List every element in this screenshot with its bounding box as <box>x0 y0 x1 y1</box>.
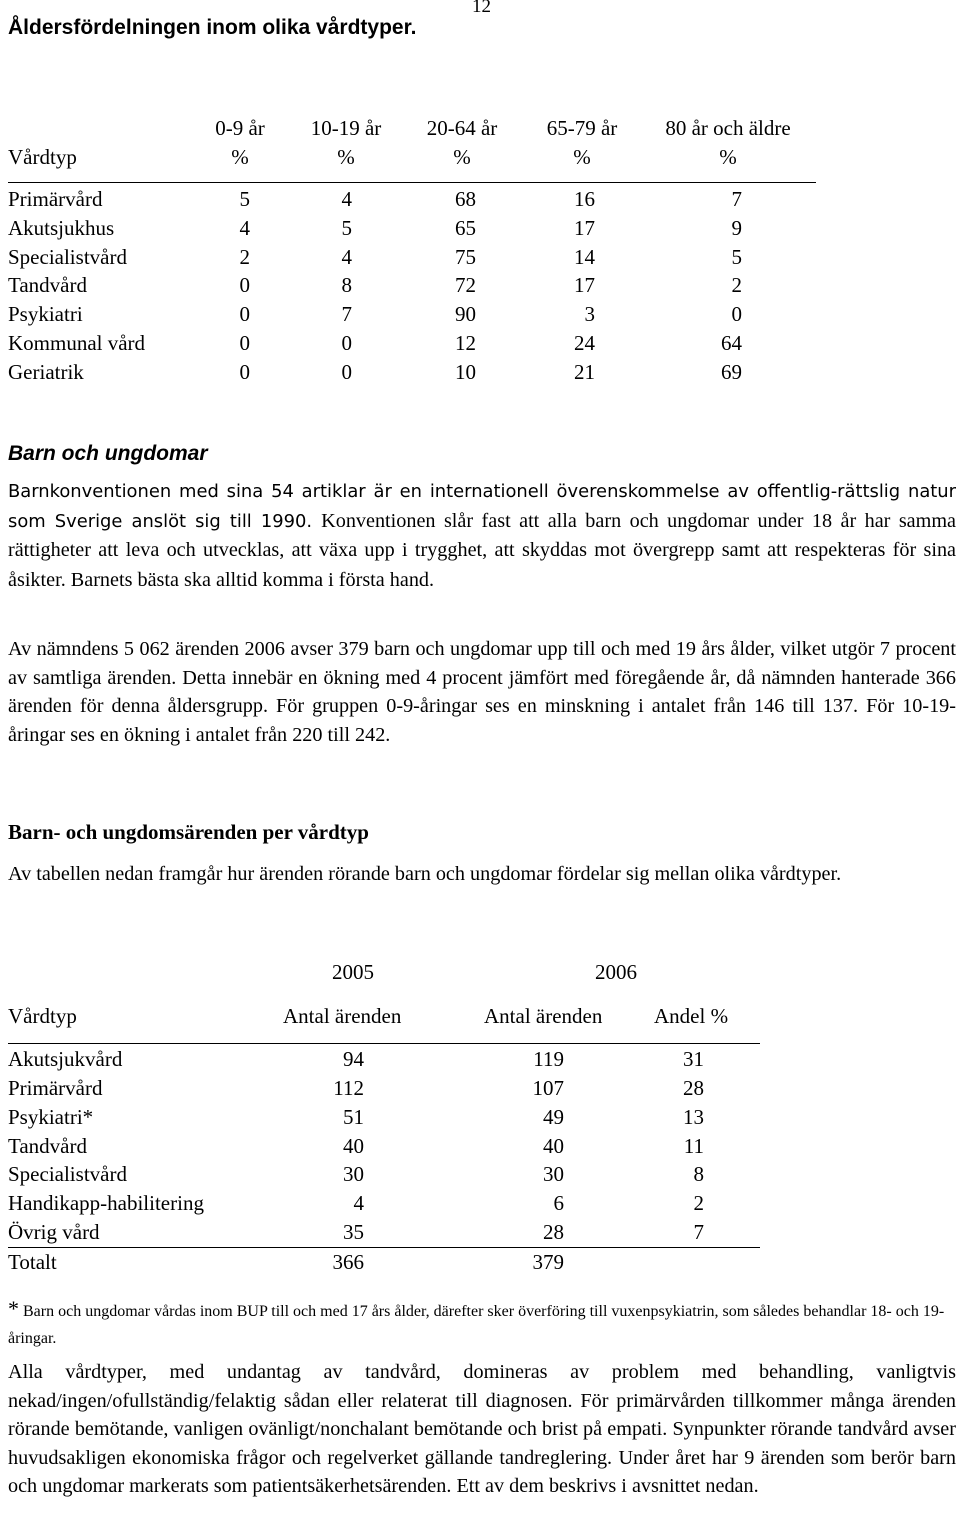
table-cell: 0 <box>239 360 250 384</box>
table-cell: 75 <box>455 245 476 269</box>
table-cell: 9 <box>731 216 742 240</box>
table-cell-count-2006: 30 <box>543 1162 564 1186</box>
table-cell-share: 31 <box>683 1047 704 1071</box>
table-cell-count-2005: 4 <box>353 1191 364 1215</box>
section-title-children: Barn och ungdomar <box>8 442 208 465</box>
table-cell: 90 <box>455 302 476 326</box>
table-row-name: Kommunal vård <box>8 331 146 355</box>
footnote: * Barn och ungdomar vårdas inom BUP till och med 17 års ålder, därefter sker överföring till vuxenpsykiatrin, som således behandlar 18- och 19-åringar. <box>8 1296 945 1347</box>
table-row-name: Geriatrik <box>8 360 84 384</box>
table-cell: 4 <box>341 187 352 211</box>
table-cell: 14 <box>574 245 595 269</box>
table-cell: 10 <box>455 360 476 384</box>
table-cell-count-2005: 94 <box>343 1047 364 1071</box>
column-header-count-2005: Antal ärenden <box>283 1004 402 1028</box>
table-row-name: Akutsjukvård <box>8 1047 123 1071</box>
table-total-label: Totalt <box>8 1250 57 1274</box>
column-header-count-2006: Antal ärenden <box>484 1004 603 1028</box>
table-cell: 2 <box>239 245 250 269</box>
table-cell: 3 <box>584 302 595 326</box>
table-cell-count-2005: 112 <box>333 1076 364 1100</box>
table-cell: 0 <box>341 331 352 355</box>
row-header-label: Vårdtyp <box>8 145 77 169</box>
table-cell: 24 <box>574 331 595 355</box>
column-header-unit: % <box>453 145 471 169</box>
table-cell-share: 28 <box>683 1076 704 1100</box>
table-cell-count-2006: 28 <box>543 1220 564 1244</box>
table-row-name: Övrig vård <box>8 1220 100 1244</box>
table-cell: 2 <box>731 273 742 297</box>
year-header-2006: 2006 <box>595 960 637 984</box>
table-cell: 0 <box>239 302 250 326</box>
table-row-name: Specialistvård <box>8 1162 127 1186</box>
table-cell: 21 <box>574 360 595 384</box>
table-cell: 4 <box>341 245 352 269</box>
table-cell: 5 <box>239 187 250 211</box>
table-row-name: Specialistvård <box>8 245 127 269</box>
column-header-label: 0-9 år <box>215 116 265 140</box>
column-header-share: Andel % <box>654 1004 729 1028</box>
table-total-rule <box>8 1247 760 1248</box>
table-cell-share: 8 <box>693 1162 704 1186</box>
table-cell: 0 <box>731 302 742 326</box>
table-row-name: Handikapp-habilitering <box>8 1191 204 1215</box>
table-row-name: Primärvård <box>8 1076 103 1100</box>
page-number: 12 <box>472 0 491 17</box>
section-title-age-distribution: Åldersfördelningen inom olika vårdtyper. <box>8 16 417 39</box>
table-row-name: Psykiatri* <box>8 1105 94 1129</box>
table-row-name: Primärvård <box>8 187 103 211</box>
column-header-label: 80 år och äldre <box>665 116 791 140</box>
column-header-label: 10-19 år <box>310 116 382 140</box>
column-header-unit: % <box>337 145 355 169</box>
table-cell: 12 <box>455 331 476 355</box>
table-header-rule <box>8 1043 760 1044</box>
column-header-unit: % <box>719 145 737 169</box>
table-cell: 17 <box>574 273 595 297</box>
paragraph-summary: Alla vårdtyper, med undantag av tandvård, domineras av problem med behandling, vanligtvis nekad/ingen/ofullständig/felaktig sådan eller relaterat till diagnosen. För primärvården tillkommer många ärenden rörande bemötande, vanligen ovänligt/nonchalant bemötande och brist på empati. Synpunkter rörande tandvård avser huvudsakligen ekonomiska frågor och regelverket gällande tandreglering. Under året har 9 ärenden som berör barn och ungdomar markerats som patientsäkerhetsärenden. Ett av dem beskrivs i avsnittet nedan. <box>8 1361 956 1498</box>
section-title-per-care-type: Barn- och ungdomsärenden per vårdtyp <box>8 820 369 844</box>
row-header-label: Vårdtyp <box>8 1004 77 1028</box>
table-cell-count-2005: 51 <box>343 1105 364 1129</box>
table-cell: 72 <box>455 273 476 297</box>
table-cell: 16 <box>574 187 595 211</box>
table-cell-count-2005: 30 <box>343 1162 364 1186</box>
table-header-rule <box>8 182 816 183</box>
table-cell: 5 <box>731 245 742 269</box>
table-cell-share: 7 <box>693 1220 704 1244</box>
table-cell: 17 <box>574 216 595 240</box>
table-row-name: Psykiatri <box>8 302 83 326</box>
table-cell: 0 <box>239 273 250 297</box>
table-cell-count-2006: 119 <box>533 1047 564 1071</box>
table-cell-count-2006: 6 <box>553 1191 564 1215</box>
table-cell: 0 <box>239 331 250 355</box>
table-row-name: Tandvård <box>8 273 87 297</box>
footnote-marker: * <box>8 1296 19 1321</box>
table-cell: 8 <box>341 273 352 297</box>
table-cell-share: 2 <box>693 1191 704 1215</box>
table-cell-count-2006: 49 <box>543 1105 564 1129</box>
table-row-name: Tandvård <box>8 1134 87 1158</box>
table-cell-count-2005: 40 <box>343 1134 364 1158</box>
table-cell: 68 <box>455 187 476 211</box>
paragraph-convention: Barnkonventionen med sina 54 artiklar är en internationell överenskommelse av offentlig-rättslig natur som Sverige anslöt sig till 1990. Konventionen slår fast att alla barn och ungdomar under 18 år har samma rättigheter att leva och utvecklas, att växa upp i trygghet, att skyddas mot övergrepp samt att respekteras för sina åsikter. Barnets bästa ska alltid komma i första hand. <box>8 481 956 591</box>
table-total-2006: 379 <box>532 1250 564 1274</box>
table-cell-count-2005: 35 <box>343 1220 364 1244</box>
year-header-2005: 2005 <box>332 960 374 984</box>
table-cell: 0 <box>341 360 352 384</box>
table-cell-share: 13 <box>683 1105 704 1129</box>
paragraph-table-intro: Av tabellen nedan framgår hur ärenden rörande barn och ungdomar fördelar sig mellan olika vårdtyper. <box>8 863 842 885</box>
table-cell-count-2006: 40 <box>543 1134 564 1158</box>
column-header-unit: % <box>573 145 591 169</box>
table-cell-share: 11 <box>683 1134 704 1158</box>
table-cell-count-2006: 107 <box>532 1076 564 1100</box>
table-cell: 69 <box>721 360 742 384</box>
table-cell: 7 <box>731 187 742 211</box>
paragraph-statistics: Av nämndens 5 062 ärenden 2006 avser 379 barn och ungdomar upp till och med 19 års ålder, vilket utgör 7 procent av samtliga ärenden. Detta innebär en ökning med 4 procent jämfört med föregående år, då nämnden hanterade 366 ärenden för denna åldersgrupp. För gruppen 0-9-åringar ses en minskning i antalet från 146 till 137. För 10-19-åringar ses en ökning i antalet från 220 till 242. <box>8 638 956 746</box>
table-cell: 4 <box>239 216 250 240</box>
table-cell: 5 <box>341 216 352 240</box>
column-header-unit: % <box>231 145 249 169</box>
table-cell: 7 <box>341 302 352 326</box>
table-total-2005: 366 <box>332 1250 364 1274</box>
column-header-label: 65-79 år <box>546 116 618 140</box>
table-cell: 64 <box>721 331 742 355</box>
table-row-name: Akutsjukhus <box>8 216 115 240</box>
table-cell: 65 <box>455 216 476 240</box>
column-header-label: 20-64 år <box>426 116 498 140</box>
